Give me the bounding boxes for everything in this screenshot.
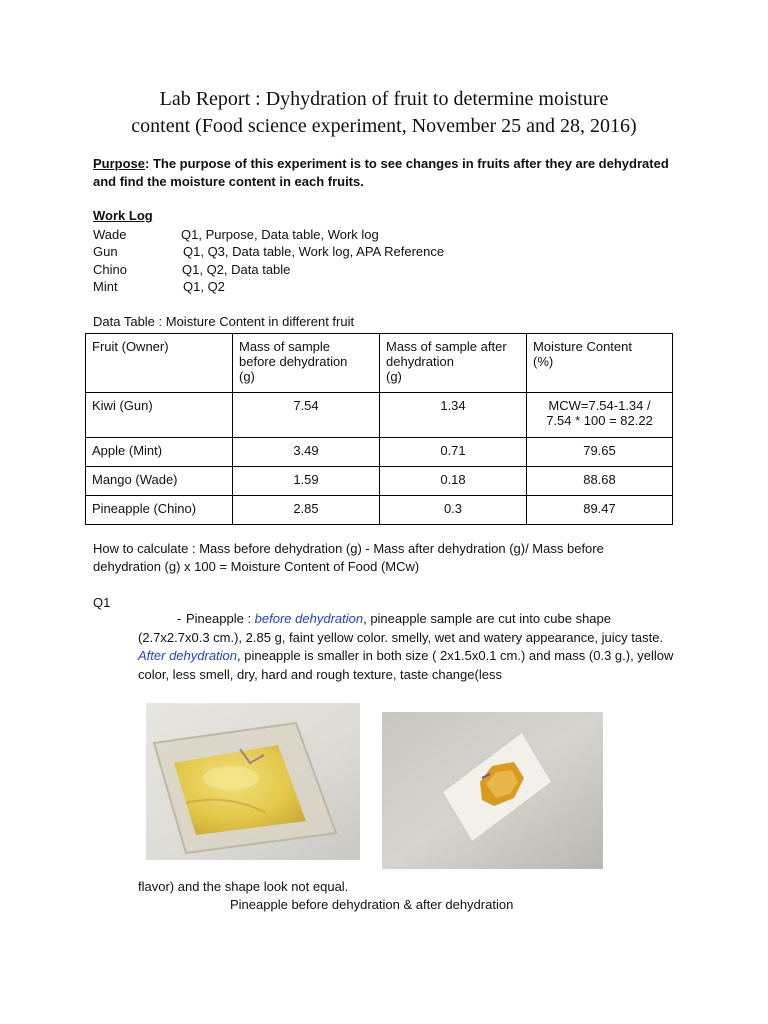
member-tasks: Q1, Purpose, Data table, Work log bbox=[181, 227, 379, 242]
moisture-table bbox=[85, 333, 673, 525]
table-cell-fruit: Mango (Wade) bbox=[86, 467, 233, 496]
title-line-1: Lab Report : Dyhydration of fruit to determine moisture bbox=[159, 88, 609, 110]
answer-part-2: , pineapple sample are cut into cube shape (2.7x2.7x0.3 cm.), 2.85 g, faint yellow color. smelly, wet and watery appearance, juicy taste. bbox=[138, 611, 664, 645]
table-cell-after: 1.34 bbox=[380, 393, 527, 438]
table-cell-after: 0.3 bbox=[380, 496, 527, 525]
table-cell-moisture: 79.65 bbox=[527, 438, 673, 467]
table-header-cell: Mass of sample after dehydration (g) bbox=[380, 334, 527, 393]
table-header-row bbox=[86, 334, 673, 393]
table-cell-before: 1.59 bbox=[233, 467, 380, 496]
q1-answer bbox=[138, 610, 678, 684]
table-row bbox=[86, 393, 673, 438]
bullet-dash: - bbox=[177, 611, 182, 626]
table-cell-before: 3.49 bbox=[233, 438, 380, 467]
answer-part-1: Pineapple : bbox=[186, 611, 255, 626]
table-cell-after: 0.18 bbox=[380, 467, 527, 496]
report-title bbox=[0, 86, 768, 140]
table-cell-fruit: Pineapple (Chino) bbox=[86, 496, 233, 525]
table-cell-moisture: 88.68 bbox=[527, 467, 673, 496]
photo-after-dehydration bbox=[382, 712, 603, 869]
answer-part-3: , pineapple is smaller in both size ( 2x1.5x0.1 cm.) and mass (0.3 g.), yellow color, less smell, dry, hard and rough texture, taste change(less bbox=[138, 648, 674, 682]
highlight-after: After dehydration bbox=[138, 648, 238, 663]
table-row bbox=[86, 467, 673, 496]
table-cell-moisture: 89.47 bbox=[527, 496, 673, 525]
title-line-2: content (Food science experiment, November 25 and 28, 2016) bbox=[131, 115, 637, 137]
member-tasks: Q1, Q2, Data table bbox=[182, 262, 291, 277]
table-cell-before: 7.54 bbox=[233, 393, 380, 438]
table-cell-fruit: Apple (Mint) bbox=[86, 438, 233, 467]
member-name: Chino bbox=[93, 262, 127, 277]
pineapple-fresh-image bbox=[146, 703, 360, 860]
table-row bbox=[86, 438, 673, 467]
table-cell-fruit: Kiwi (Gun) bbox=[86, 393, 233, 438]
q1-answer-continuation: flavor) and the shape look not equal. bbox=[138, 879, 349, 894]
photo-caption: Pineapple before dehydration & after dehydration bbox=[230, 897, 514, 912]
table-header-cell: Fruit (Owner) bbox=[86, 334, 233, 393]
table-caption: Data Table : Moisture Content in different fruit bbox=[93, 314, 355, 329]
member-name: Wade bbox=[93, 227, 127, 242]
purpose-text: : The purpose of this experiment is to see changes in fruits after they are dehydrated and find the moisture content in each fruits. bbox=[93, 156, 669, 189]
member-name: Mint bbox=[93, 279, 118, 294]
member-tasks: Q1, Q3, Data table, Work log, APA Reference bbox=[183, 244, 445, 259]
table-cell-before: 2.85 bbox=[233, 496, 380, 525]
table-row bbox=[86, 496, 673, 525]
work-log-heading: Work Log bbox=[93, 208, 153, 223]
table-header-cell: Mass of sample before dehydration (g) bbox=[233, 334, 380, 393]
purpose-label: Purpose bbox=[93, 156, 146, 171]
q1-label: Q1 bbox=[93, 595, 111, 610]
table-cell-after: 0.71 bbox=[380, 438, 527, 467]
table-header-cell: Moisture Content (%) bbox=[527, 334, 673, 393]
member-tasks: Q1, Q2 bbox=[183, 279, 225, 294]
calculation-text: How to calculate : Mass before dehydration (g) - Mass after dehydration (g)/ Mass before dehydration (g) x 100 = Moisture Content of Food (MCw) bbox=[93, 541, 604, 574]
pineapple-dried-image bbox=[382, 712, 603, 869]
table-cell-moisture: MCW=7.54-1.34 / 7.54 * 100 = 82.22 bbox=[527, 393, 673, 438]
photo-before-dehydration bbox=[146, 703, 360, 860]
member-name: Gun bbox=[93, 244, 118, 259]
highlight-before: before dehydration bbox=[254, 611, 364, 626]
purpose-paragraph bbox=[93, 155, 683, 191]
